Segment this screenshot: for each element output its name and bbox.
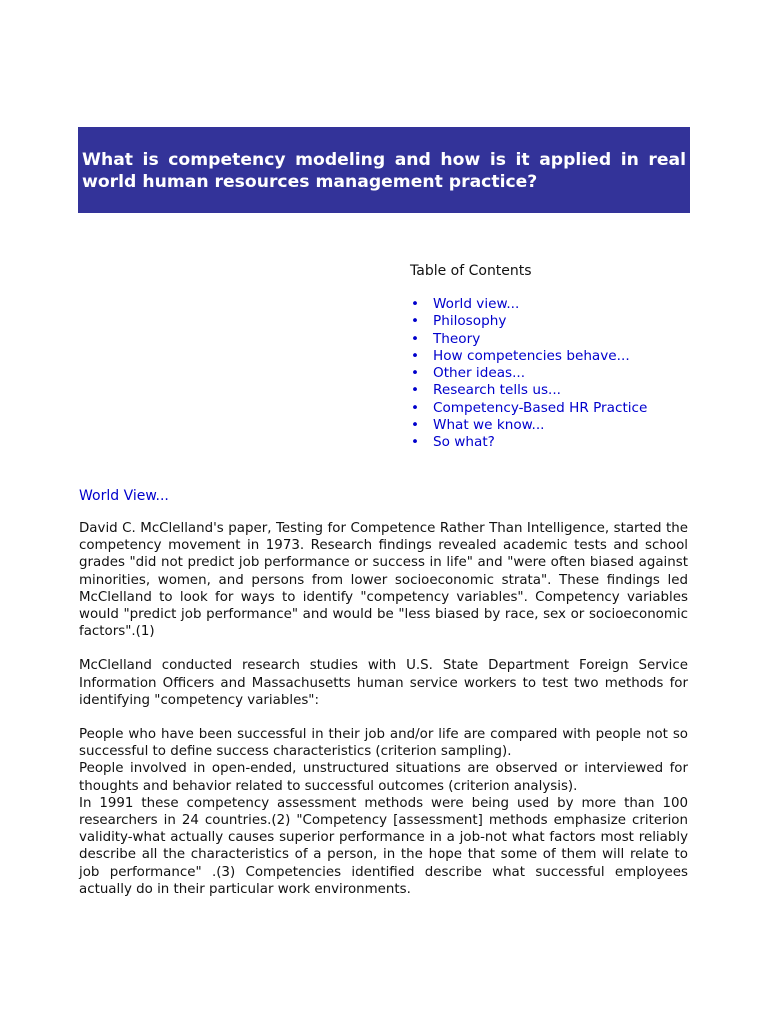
- section-world-view: [79, 487, 688, 898]
- paragraph: McClelland conducted research studies with U.S. State Department Foreign Service Information Officers and Massachusetts human service workers to test two methods for identifying "competency variables":: [79, 658, 688, 708]
- paragraph: In 1991 these competency assessment methods were being used by more than 100 researchers in 24 countries.(2) "Competency [assessment] methods emphasize criterion validity-what actually causes superior performance in a job-not what factors most reliably describe all the characteristics of a person, in the hope that some of them will relate to job performance" .(3) Competencies identified describe what successful employees actually do in their particular work environments.: [79, 795, 688, 897]
- bullet-icon: •: [411, 313, 420, 330]
- bullet-icon: •: [411, 417, 420, 434]
- title-banner: [78, 127, 690, 213]
- paragraph: David C. McClelland's paper, Testing for Competence Rather Than Intelligence, started the competency movement in 1973. Research findings revealed academic tests and school grades "did not predict job performance or success in life" and "were often biased against minorities, women, and persons from lower socioeconomic strata". These findings led McClelland to look for ways to identify "competency variables". Competency variables would "predict job performance" and would be "less biased by race, sex or socioeconomic factors".(1): [79, 521, 688, 640]
- toc-link-label: Research tells us...: [433, 382, 561, 399]
- toc-link-research[interactable]: [410, 382, 710, 399]
- toc-link-world-view[interactable]: [410, 296, 710, 313]
- toc-link-label: How competencies behave...: [433, 347, 630, 364]
- toc-link-philosophy[interactable]: [410, 313, 710, 330]
- toc-link-label: Competency-Based HR Practice: [433, 399, 648, 416]
- toc-link-label: What we know...: [433, 417, 545, 434]
- paragraph: People involved in open-ended, unstructured situations are observed or interviewed for thoughts and behavior related to successful outcomes (criterion analysis).: [79, 761, 688, 794]
- bullet-icon: •: [411, 399, 420, 416]
- toc-link-what-we-know[interactable]: [410, 417, 710, 434]
- toc-link-label: Other ideas...: [433, 365, 526, 382]
- toc-link-label: Philosophy: [433, 313, 507, 330]
- toc-link-how-competencies-behave[interactable]: [410, 348, 710, 365]
- table-of-contents: [410, 262, 710, 452]
- bullet-icon: •: [411, 330, 420, 347]
- toc-link-theory[interactable]: [410, 331, 710, 348]
- toc-link-label: Theory: [433, 330, 481, 347]
- bullet-icon: •: [411, 365, 420, 382]
- toc-list: [410, 296, 710, 452]
- toc-link-label: So what?: [433, 434, 495, 451]
- toc-link-other-ideas[interactable]: [410, 365, 710, 382]
- toc-link-so-what[interactable]: [410, 434, 710, 451]
- section-heading: World View...: [79, 488, 169, 504]
- bullet-icon: •: [411, 382, 420, 399]
- toc-link-hr-practice[interactable]: [410, 400, 710, 417]
- bullet-icon: •: [411, 347, 420, 364]
- toc-link-label: World view...: [433, 296, 520, 312]
- page-title: What is competency modeling and how is it applied in real world human resources management practice?: [82, 150, 686, 192]
- toc-heading: Table of Contents: [410, 263, 532, 279]
- bullet-icon: •: [411, 296, 420, 312]
- paragraph: People who have been successful in their job and/or life are compared with people not so successful to define success characteristics (criterion sampling).: [79, 727, 688, 760]
- bullet-icon: •: [411, 434, 420, 451]
